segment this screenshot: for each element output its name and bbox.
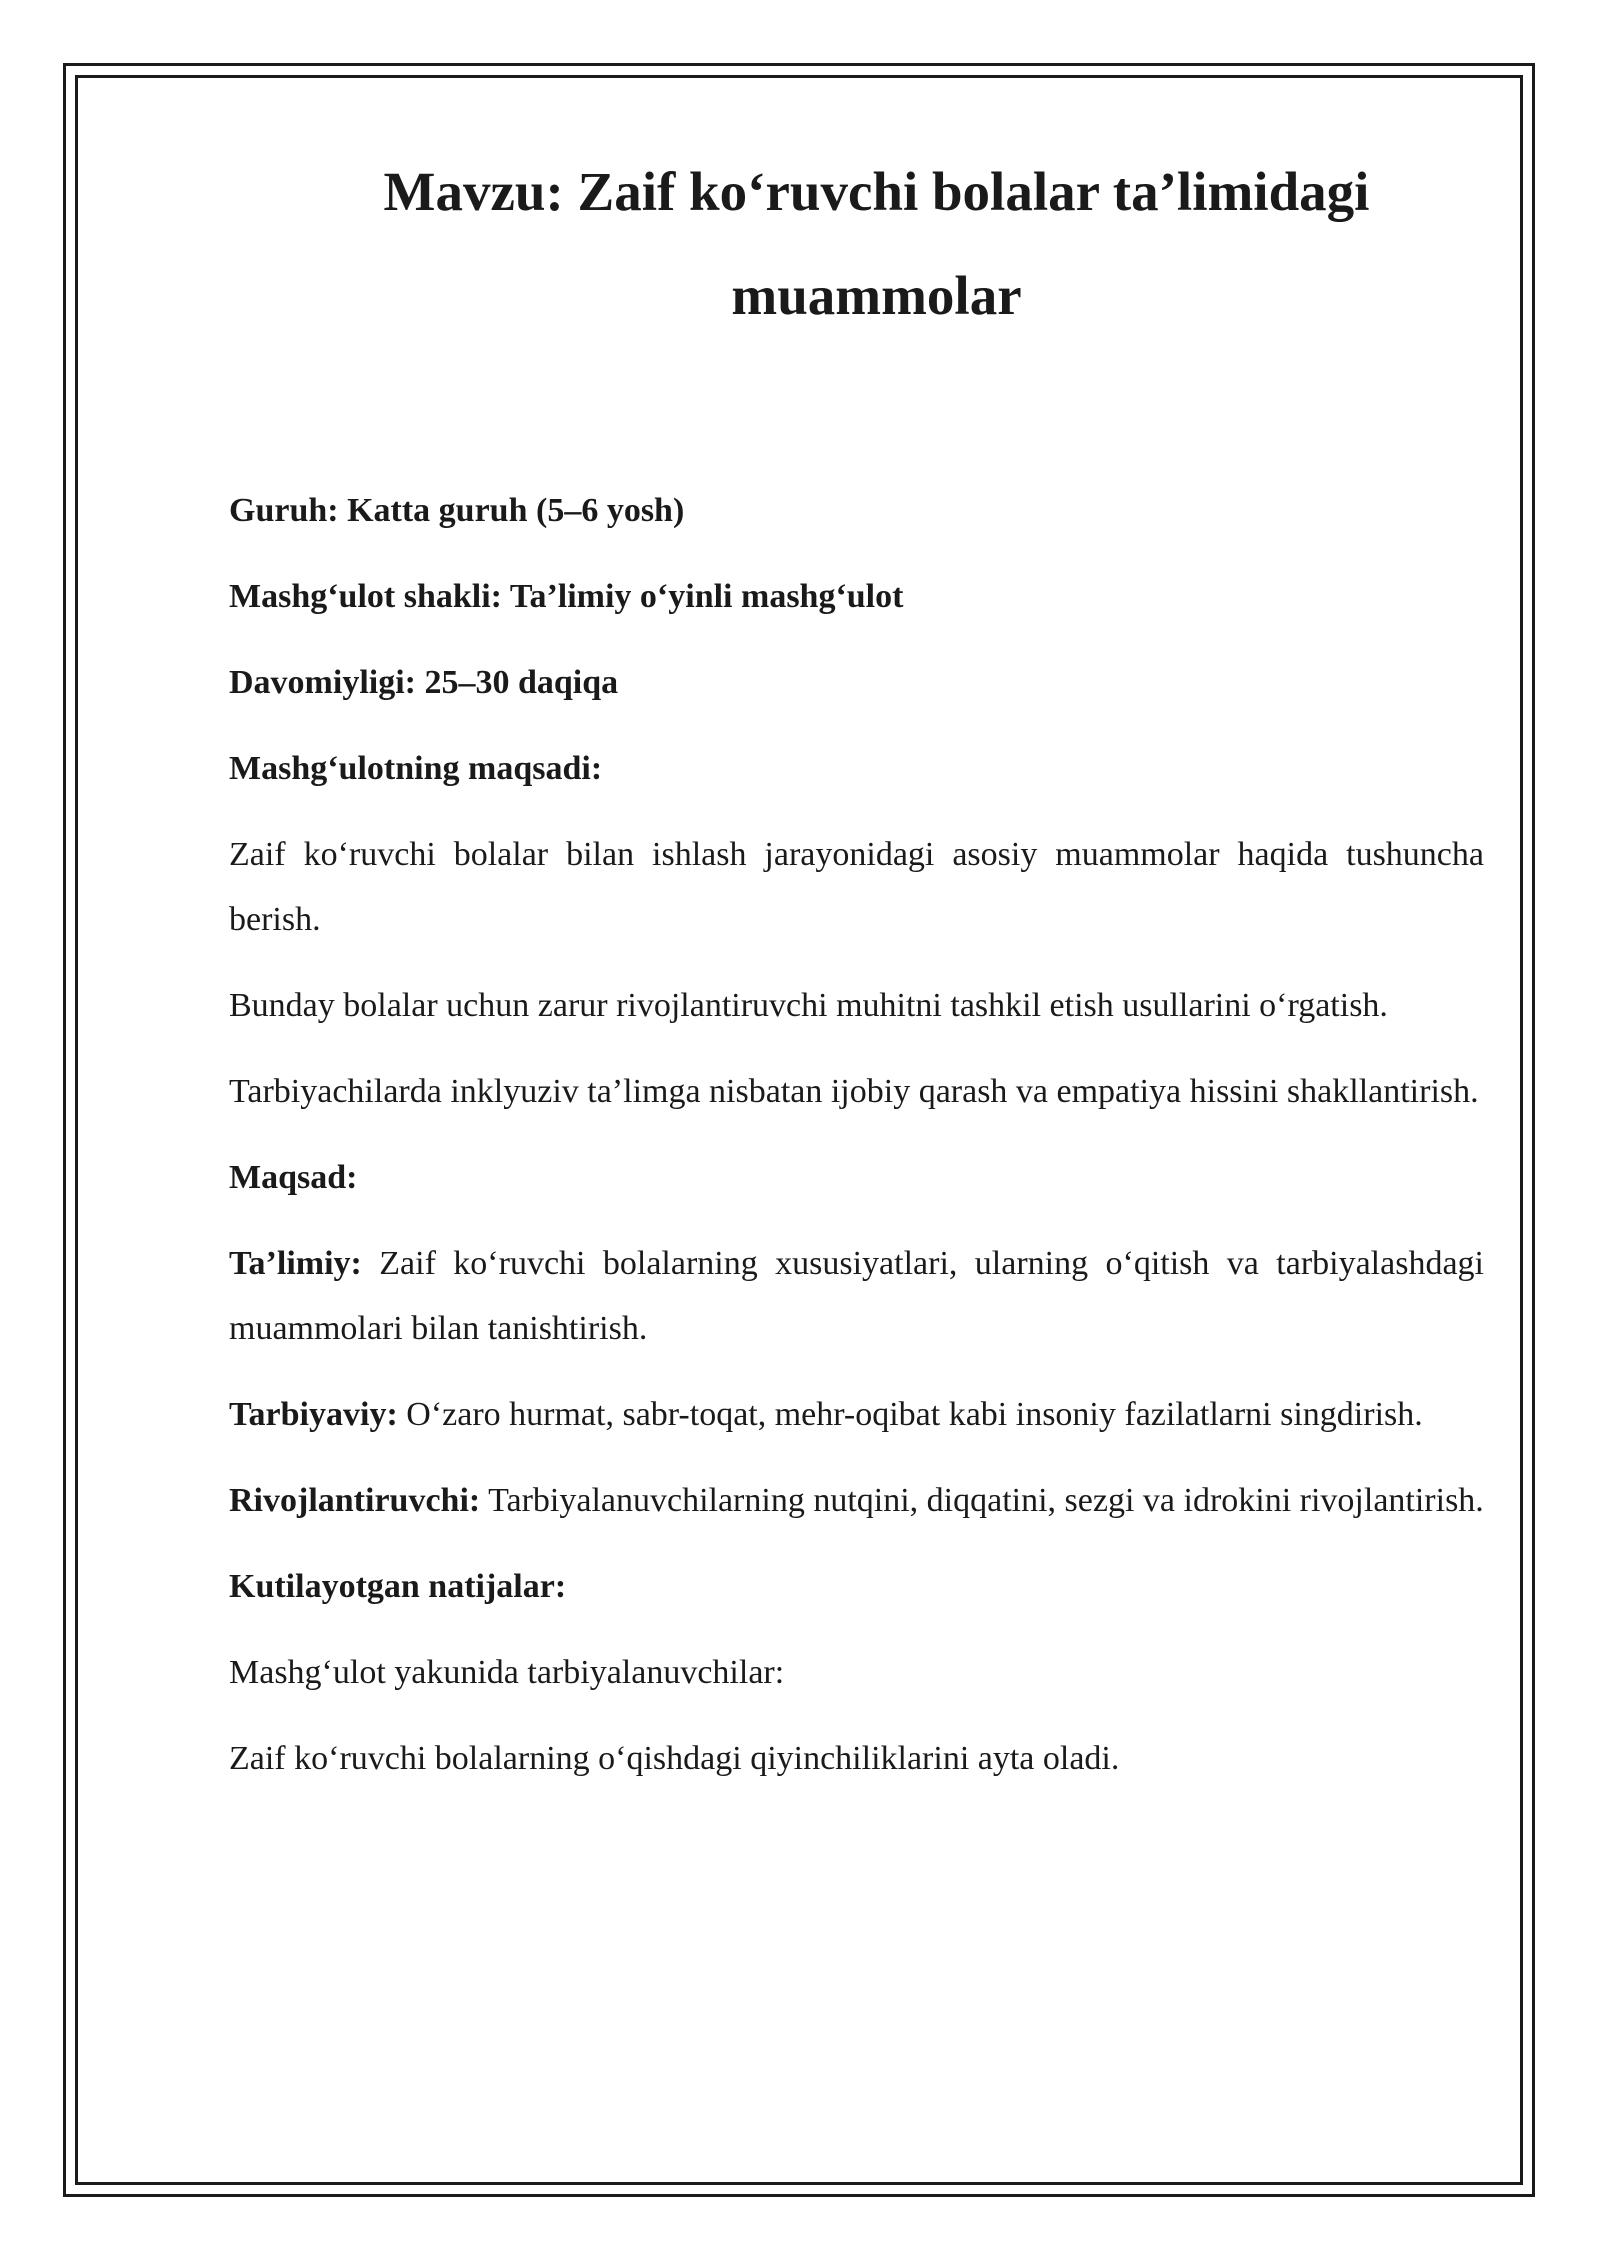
results-heading: Kutilayotgan natijalar: xyxy=(229,1568,567,1605)
aim-developmental-text: Tarbiyalanuvchilarning nutqini, diqqatini, sezgi va idrokini rivojlantirish. xyxy=(480,1482,1484,1519)
results-intro: Mashg‘ulot yakunida tarbiyalanuvchilar: xyxy=(229,1654,785,1691)
document-title: Mavzu: Zaif ko‘ruvchi bolalar ta’limidagi muammolar xyxy=(383,161,1370,326)
aim-educational xyxy=(229,1231,1484,1361)
aim-educational-label: Ta’limiy: xyxy=(229,1245,362,1282)
goal-item-2: Bunday bolalar uchun zarur rivojlantiruvchi muhitni tashkil etish usullarini o‘rgatish. xyxy=(229,987,1388,1024)
aim-developmental-label: Rivojlantiruvchi: xyxy=(229,1482,481,1519)
aim-educational-text: Zaif ko‘ruvchi bolalarning xususiyatlari, ularning o‘qitish va tarbiyalashdagi muammolari bilan tanishtirish. xyxy=(229,1245,1484,1347)
form-line: Mashg‘ulot shakli: Ta’limiy o‘yinli mashg‘ulot xyxy=(229,578,904,615)
group-line: Guruh: Katta guruh (5–6 yosh) xyxy=(229,492,685,529)
results-item-1: Zaif ko‘ruvchi bolalarning o‘qishdagi qiyinchiliklarini ayta oladi. xyxy=(229,1740,1120,1777)
goal-item-1: Zaif ko‘ruvchi bolalar bilan ishlash jarayonidagi asosiy muammolar haqida tushuncha berish. xyxy=(229,836,1484,938)
duration-line: Davomiyligi: 25–30 daqiqa xyxy=(229,664,619,701)
aim-developmental xyxy=(229,1468,1484,1533)
document-body xyxy=(229,478,1484,1791)
goal-item-3: Tarbiyachilarda inklyuziv ta’limga nisbatan ijobiy qarash va empatiya hissini shakllantirish. xyxy=(229,1073,1479,1110)
aims-heading: Maqsad: xyxy=(229,1159,358,1196)
aim-upbringing xyxy=(229,1382,1484,1447)
document-content xyxy=(229,140,1484,1812)
goals-heading: Mashg‘ulotning maqsadi: xyxy=(229,750,603,787)
aim-upbringing-text: O‘zaro hurmat, sabr-toqat, mehr-oqibat kabi insoniy fazilatlarni singdirish. xyxy=(397,1396,1423,1433)
aim-upbringing-label: Tarbiyaviy: xyxy=(229,1396,398,1433)
